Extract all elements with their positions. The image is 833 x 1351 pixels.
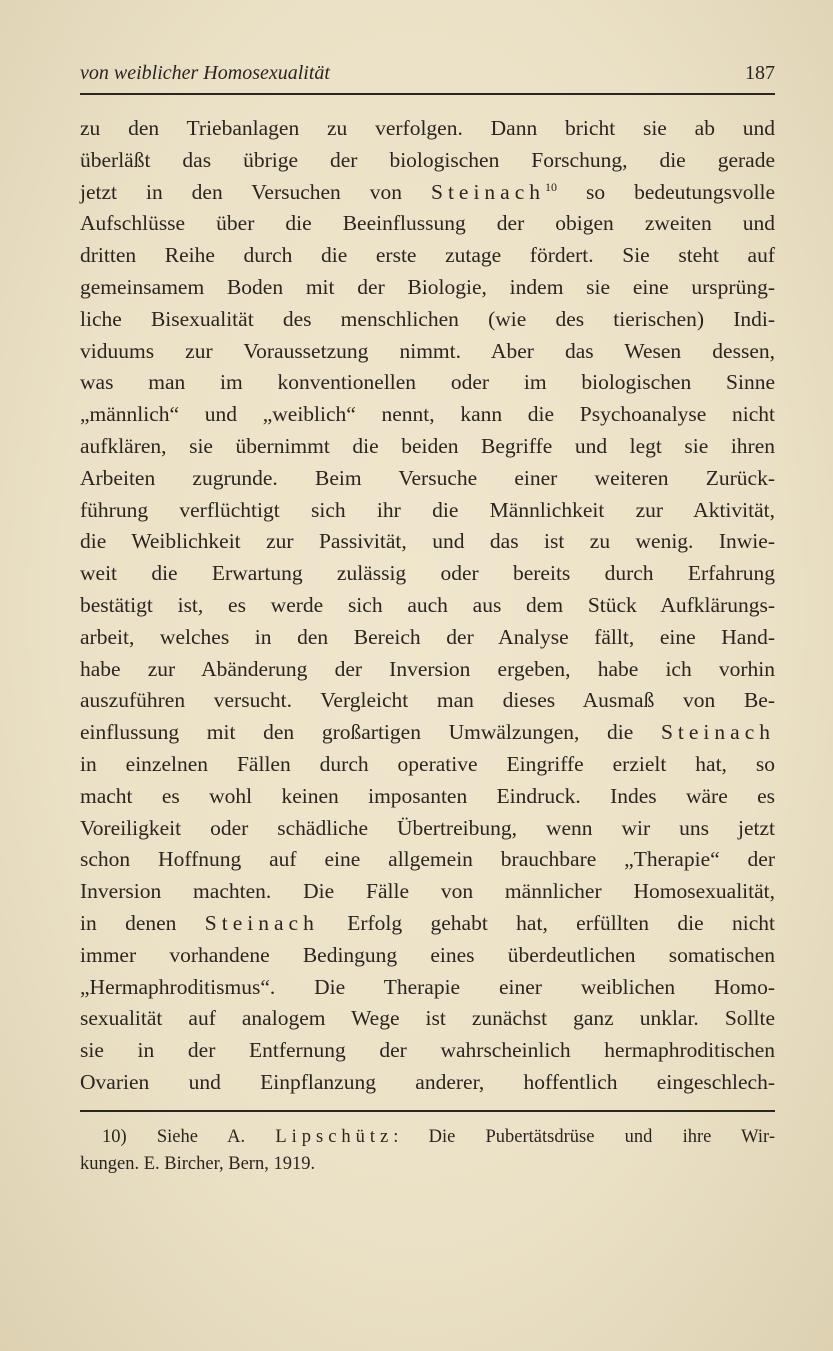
text-segment: viduums zur Voraussetzung nimmt. Aber das Wesen dessen, bbox=[80, 338, 775, 363]
page-number: 187 bbox=[745, 62, 775, 84]
text-segment: die Weiblichkeit zur Passivität, und das ist zu wenig. Inwie- bbox=[80, 529, 775, 554]
header-rule bbox=[80, 93, 775, 95]
text-segment: aufklären, sie übernimmt die beiden Begriffe und legt sie ihren bbox=[80, 433, 775, 458]
text-segment: dritten Reihe durch die erste zutage fördert. Sie steht auf bbox=[80, 243, 775, 268]
text-line bbox=[80, 1003, 775, 1035]
text-line bbox=[80, 1124, 775, 1151]
text-line bbox=[80, 876, 775, 908]
text-segment: schon Hoffnung auf eine allgemein brauchbare „Therapie“ der bbox=[80, 847, 775, 872]
text-line bbox=[80, 113, 775, 145]
footnote-rule bbox=[80, 1110, 775, 1112]
text-line bbox=[80, 526, 775, 558]
text-segment: auszuführen versucht. Vergleicht man dieses Ausmaß von Be- bbox=[80, 688, 775, 713]
text-segment: Ovarien und Einpflanzung anderer, hoffentlich eingeschlech- bbox=[80, 1069, 775, 1094]
text-segment: überläßt das übrige der biologischen Forschung, die gerade bbox=[80, 147, 775, 172]
footnote bbox=[80, 1124, 775, 1178]
running-title: von weiblicher Homosexualität bbox=[80, 62, 330, 84]
text-segment: macht es wohl keinen imposanten Eindruck. Indes wäre es bbox=[80, 783, 775, 808]
text-segment: „Hermaphroditismus“. Die Therapie einer weiblichen Homo- bbox=[80, 974, 775, 999]
text-line bbox=[80, 336, 775, 368]
text-segment: Inversion machten. Die Fälle von männlicher Homosexualität, bbox=[80, 879, 775, 904]
text-segment: Arbeiten zugrunde. Beim Versuche einer weiteren Zurück- bbox=[80, 465, 775, 490]
text-line bbox=[80, 1151, 775, 1178]
text-segment: sie in der Entfernung der wahrscheinlich hermaphroditischen bbox=[80, 1038, 775, 1063]
text-line bbox=[80, 1035, 775, 1067]
spaced-name: Steinach bbox=[660, 720, 775, 745]
text-segment: liche Bisexualität des menschlichen (wie des tierischen) Indi- bbox=[80, 306, 775, 331]
text-segment: einflussung mit den großartigen Umwälzungen, die bbox=[80, 720, 661, 745]
text-line bbox=[80, 431, 775, 463]
text-segment: „männlich“ und „weiblich“ nennt, kann die Psychoanalyse nicht bbox=[80, 402, 775, 427]
text-line bbox=[80, 240, 775, 272]
text-segment: gemeinsamem Boden mit der Biologie, indem sie eine ursprüng- bbox=[80, 274, 775, 299]
text-line bbox=[80, 622, 775, 654]
text-line bbox=[80, 1067, 775, 1099]
text-line bbox=[80, 272, 775, 304]
text-line bbox=[80, 145, 775, 177]
text-line bbox=[80, 558, 775, 590]
text-segment: was man im konventionellen oder im biologischen Sinne bbox=[80, 370, 775, 395]
text-segment: arbeit, welches in den Bereich der Analyse fällt, eine Hand- bbox=[80, 624, 775, 649]
text-line bbox=[80, 717, 775, 749]
text-line bbox=[80, 685, 775, 717]
spaced-name: Steinach bbox=[204, 910, 319, 935]
text-segment: sexualität auf analogem Wege ist zunächst ganz unklar. Sollte bbox=[80, 1006, 775, 1031]
text-line bbox=[80, 654, 775, 686]
text-segment: in denen bbox=[80, 910, 205, 935]
text-segment: bestätigt ist, es werde sich auch aus dem Stück Aufklärungs- bbox=[80, 592, 775, 617]
footnote-marker: 10 bbox=[545, 179, 558, 194]
text-line bbox=[80, 813, 775, 845]
text-line bbox=[80, 749, 775, 781]
text-segment: immer vorhandene Bedingung eines überdeutlichen somatischen bbox=[80, 942, 775, 967]
text-line bbox=[80, 399, 775, 431]
text-line bbox=[80, 972, 775, 1004]
page-header bbox=[80, 60, 775, 90]
text-segment: kungen. E. Bircher, Bern, 1919. bbox=[80, 1154, 316, 1174]
text-segment: Voreiligkeit oder schädliche Übertreibung, wenn wir uns jetzt bbox=[80, 815, 775, 840]
text-segment: : Die Pubertätsdrüse und ihre Wir- bbox=[393, 1127, 775, 1147]
text-segment: so bedeutungsvolle bbox=[557, 179, 775, 204]
text-segment: in einzelnen Fällen durch operative Eingriffe erzielt hat, so bbox=[80, 751, 775, 776]
text-segment: weit die Erwartung zulässig oder bereits durch Erfahrung bbox=[80, 561, 775, 586]
text-line bbox=[80, 304, 775, 336]
text-line bbox=[80, 781, 775, 813]
spaced-name: Lipschütz bbox=[275, 1127, 394, 1147]
text-line bbox=[80, 367, 775, 399]
text-line bbox=[80, 844, 775, 876]
text-line bbox=[80, 908, 775, 940]
text-line bbox=[80, 177, 775, 209]
text-line bbox=[80, 590, 775, 622]
text-segment: Erfolg gehabt hat, erfüllten die nicht bbox=[318, 910, 775, 935]
spaced-name: Steinach bbox=[430, 179, 546, 204]
body-text bbox=[80, 113, 775, 1099]
text-segment: jetzt in den Versuchen von bbox=[80, 179, 431, 204]
text-line bbox=[80, 208, 775, 240]
text-segment: führung verflüchtigt sich ihr die Männlichkeit zur Aktivität, bbox=[80, 497, 775, 522]
text-line bbox=[80, 940, 775, 972]
text-segment: Aufschlüsse über die Beeinflussung der obigen zweiten und bbox=[80, 211, 775, 236]
text-line bbox=[80, 463, 775, 495]
text-segment: 10) Siehe A. bbox=[102, 1127, 276, 1147]
text-line bbox=[80, 495, 775, 527]
text-segment: zu den Triebanlagen zu verfolgen. Dann bricht sie ab und bbox=[80, 116, 775, 140]
text-segment: habe zur Abänderung der Inversion ergeben, habe ich vorhin bbox=[80, 656, 775, 681]
